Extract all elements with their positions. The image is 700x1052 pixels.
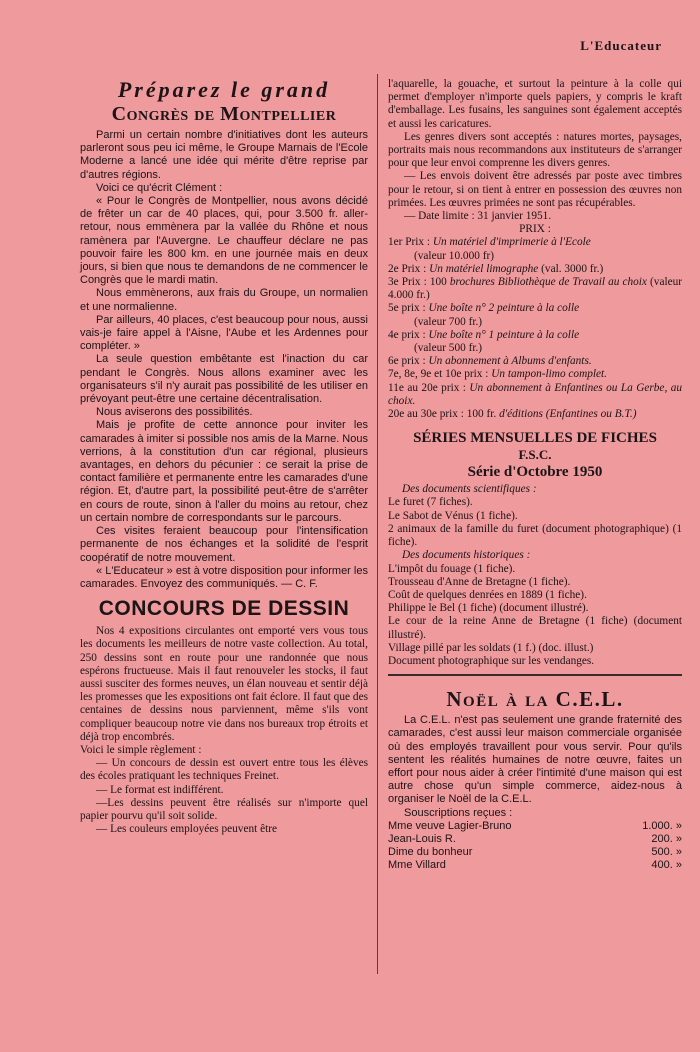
prix-rank: 7e, 8e, 9e et 10e prix : — [388, 368, 489, 381]
prix-text: brochures Bibliothèque de Travail au choix — [449, 276, 647, 289]
page-header — [0, 38, 700, 54]
series-item: 2 animaux de la famille du furet (document photographique) (1 fiche). — [388, 522, 682, 549]
subscriptions-heading: Souscriptions reçues : — [404, 806, 513, 819]
section-divider — [388, 674, 682, 676]
series-item: Coût de quelques denrées en 1889 (1 fiche). — [388, 588, 587, 601]
prix-detail: (val. 3000 fr.) — [541, 262, 604, 275]
paragraph: l'aquarelle, la gouache, et surtout la peinture à la colle qui permet d'employer n'importe quels papiers, y compris le kraft d'emballage. Les fusains, les sanguines sont également acceptés et aussi les caricatures. — [388, 78, 682, 130]
paragraph: Nous aviserons des possibilités. — [96, 406, 253, 419]
paragraph: La C.E.L. n'est pas seulement une grande fraternité des camarades, c'est aussi leur maison commerciale organisée où des employés travaillent pour vous servir. Pour qu'ils sentent les réalités humaines de notre œuvre, faites un effort pour nous aider à créer l'intimité d'une maison qui est autre chose qu'un simple commerce, aidez-nous à organiser le Noël de la C.E.L. — [388, 714, 682, 806]
paragraph: Voici ce qu'écrit Clément : — [96, 181, 223, 194]
concours-body — [80, 625, 368, 836]
prix-text: d'éditions (Enfantines ou B.T.) — [499, 408, 637, 421]
prix-item — [388, 329, 682, 355]
prix-list — [388, 236, 682, 421]
prix-text: Un abonnement à Enfantines ou La Gerbe, au choix. — [388, 381, 683, 407]
prix-item — [388, 382, 682, 408]
series-org: F.S.C. — [518, 447, 552, 463]
prix-text: Un abonnement à Albums d'enfants. — [428, 355, 592, 368]
paragraph: —Les dessins peuvent être réalisés sur n'importe quel papier pourvu qu'il soit solide. — [80, 796, 368, 822]
prix-detail: (valeur 500 fr.) — [414, 342, 483, 355]
series-category: Des documents historiques : — [402, 549, 531, 562]
series-item: Le Sabot de Vénus (1 fiche). — [388, 509, 518, 522]
paragraph: « Pour le Congrès de Montpellier, nous avons décidé de frêter un car de 40 places, qui, pour 3.500 fr. aller-retour, nous emmènera par la vallée du Rhône et nous ramènera par l'Auvergne. Le chauffeur déclare ne pas pouvoir faire les 800 km. en une journée mais en deux jours, si bien que nous te demandons de ne commencer le Congrès que le mardi matin. — [80, 195, 368, 287]
prix-rank: 2e Prix : — [388, 262, 427, 275]
paragraph: — Les envois doivent être adressés par poste avec timbres pour le retour, si on tient à entrer en possession des œuvres non primées. Les œuvres primées ne sont pas récupérables. — [388, 170, 682, 209]
donation-amount: 500. » — [651, 846, 682, 859]
donor-name: Jean-Louis R. — [388, 832, 456, 845]
series-item: Village pillé par les soldats (1 f.) (doc. illust.) — [388, 641, 594, 654]
prix-heading: PRIX : — [519, 223, 551, 236]
prix-rank: 4e prix : — [388, 328, 426, 341]
series-item: L'impôt du fouage (1 fiche). — [388, 562, 516, 575]
prix-item — [388, 355, 682, 368]
paragraph: La seule question embêtante est l'inaction du car pendant le Congrès. Nous allons examiner avec les organisateurs s'il n'y aurait pas possibilité de les utiliser en prévoyant peut-être une certaine décentralisation. — [80, 353, 368, 406]
column-divider — [377, 74, 378, 974]
prix-detail: (valeur 4.000 fr.) — [388, 276, 683, 302]
paragraph: — Un concours de dessin est ouvert entre tous les élèves des écoles pratiquant les techniques Freinet. — [80, 757, 368, 783]
series-item: Trousseau d'Anne de Bretagne (1 fiche). — [388, 575, 571, 588]
donation-amount: 400. » — [651, 859, 682, 872]
article-title-line2: Congrès de Montpellier — [111, 103, 337, 125]
donation-amount: 200. » — [651, 832, 682, 845]
series-item: Document photographique sur les vendanges. — [388, 654, 595, 667]
article-body — [80, 129, 368, 591]
paragraph: Parmi un certain nombre d'initiatives dont les auteurs parleront sous peu ici même, le Groupe Marnais de l'Ecole Moderne a lancé une idée qui mérite d'être reprise par d'autres régions. — [80, 129, 368, 181]
prix-rank: 5e prix : — [388, 302, 426, 315]
prix-text: Une boîte n° 1 peinture à la colle — [428, 328, 580, 341]
paragraph: Nous emmènerons, aux frais du Groupe, un normalien et une normalienne. — [80, 287, 368, 313]
noel-body — [388, 714, 682, 872]
series-item: Le cour de la reine Anne de Bretagne (1 fiche) (document illustré). — [388, 615, 682, 641]
series-category: Des documents scientifiques : — [402, 483, 537, 496]
prix-rank: 20e au 30e prix : 100 fr. — [388, 408, 497, 421]
prix-detail: (valeur 10.000 fr) — [414, 249, 494, 262]
paragraph: — Date limite : 31 janvier 1951. — [404, 210, 552, 223]
paragraph: Mais je profite de cette annonce pour inviter les camarades à imiter si possible nos amis de la Marne. Nous verrions, à la constitution d'un car régional, plusieurs avantages, en dehors du pécunier : ce serait la prise de contact familière et permanente entre les camarades d'une région. Et, d'autre part, la possibilité peut-être de s'arrêter en cours de route, sinon à l'aller du moins au retour, chez un certain nombre de correspondants sur le parcours. — [80, 419, 368, 524]
donation-row — [388, 820, 682, 833]
series-title: SÉRIES MENSUELLES DE FICHES — [413, 430, 657, 447]
donation-row — [388, 846, 682, 859]
donation-amount: 1.000. » — [642, 819, 682, 832]
prix-rank: 11e au 20e prix : — [388, 381, 466, 394]
prix-item — [388, 276, 682, 302]
paragraph: — Le format est indifférent. — [96, 783, 224, 796]
donor-name: Mme Villard — [388, 859, 446, 872]
paragraph: Par ailleurs, 40 places, c'est beaucoup pour nous, aussi vais-je faire appel à l'Aisne, l'Aube et les Ardennes pour compléter. » — [80, 313, 368, 353]
paragraph: Ces visites feraient beaucoup pour l'intensification permanente de nos échanges et la solidité de l'esprit coopératif de notre mouvement. — [80, 525, 368, 564]
prix-item — [388, 408, 682, 421]
prix-text: Un matériel limographe — [429, 262, 539, 275]
series-subtitle: Série d'Octobre 1950 — [467, 464, 603, 481]
donor-name: Mme veuve Lagier-Bruno — [388, 819, 512, 832]
prix-text: Un tampon-limo complet. — [491, 368, 607, 381]
paragraph: Voici le simple règlement : — [80, 743, 202, 756]
running-title: L'Educateur — [580, 38, 662, 53]
prix-text: Une boîte n° 2 peinture à la colle — [428, 302, 580, 315]
prix-text: Un matériel d'imprimerie à l'Ecole — [432, 236, 591, 249]
paragraph: Les genres divers sont acceptés : natures mortes, paysages, portraits mais nous recommandons aux instituteurs de s'arranger pour que leur envoi comprenne les divers genres. — [388, 130, 682, 170]
article-title-line1: Préparez le grand — [117, 77, 331, 102]
noel-title: Noël à la C.E.L. — [446, 687, 624, 712]
right-column — [388, 78, 682, 873]
donation-row — [388, 833, 682, 846]
prix-rank: 3e Prix : 100 — [388, 276, 447, 289]
prix-rank: 1er Prix : — [388, 236, 431, 249]
donation-row — [388, 859, 682, 872]
left-column — [80, 78, 368, 836]
concours-title: CONCOURS DE DESSIN — [98, 597, 350, 621]
donor-name: Dime du bonheur — [388, 846, 473, 859]
prix-detail: (valeur 700 fr.) — [414, 315, 483, 328]
prix-item — [388, 302, 682, 328]
prix-item — [388, 263, 682, 276]
prix-item — [388, 368, 682, 381]
paragraph: — Les couleurs employées peuvent être — [96, 823, 277, 836]
paragraph: Nos 4 expositions circulantes ont emporté vers vous tous les documents les meilleurs de notre vaste collection. Au total, 250 dessins sont en route pour une randonnée que nous espérons fructueuse. Mais il faut renouveler les stocks, il faut aussi susciter des formes neuves, un élan nouveau et sentir déjà les promesses que les expositions ont fait éclore. Il faut que des centaines de dessins nous parviennent, même s'ils vont compliquer beaucoup notre vie dans nos bureaux trop étroits et déjà trop encombrés. — [80, 625, 368, 743]
prix-item — [388, 236, 682, 262]
prix-rank: 6e prix : — [388, 355, 426, 368]
series-item: Le furet (7 fiches). — [388, 496, 473, 509]
paragraph: « L'Educateur » est à votre disposition pour informer les camarades. Envoyez des communiqués. — C. F. — [80, 564, 368, 590]
series-item: Philippe le Bel (1 fiche) (document illustré). — [388, 602, 589, 615]
